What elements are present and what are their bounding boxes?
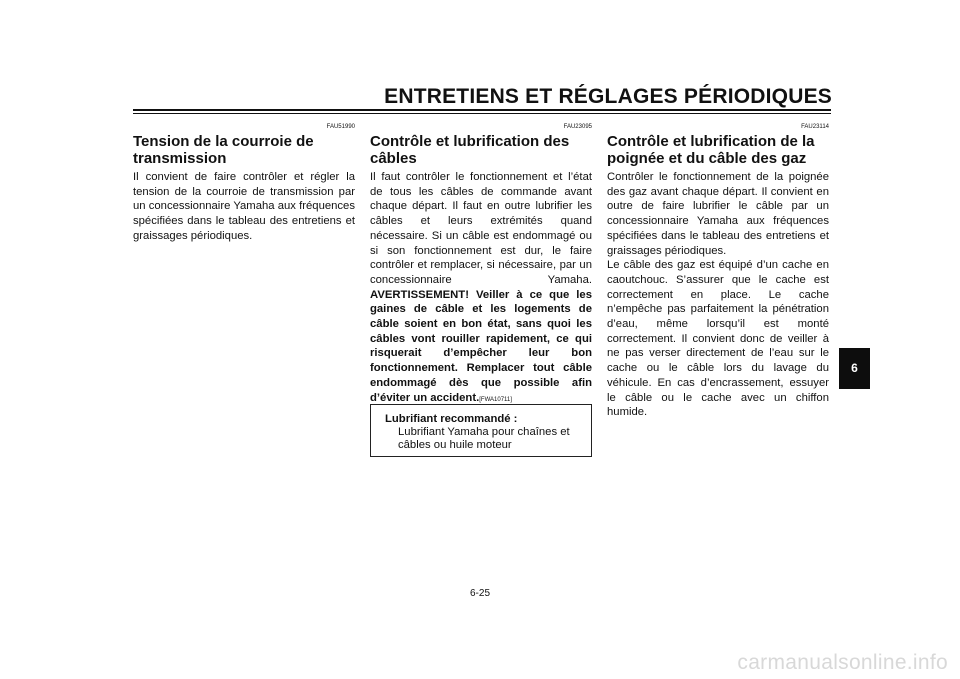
header-rule-thin <box>133 113 831 114</box>
warning-text: AVERTISSEMENT! Veiller à ce que les gaines de câble et les logements de câble soient en bon état, sans quoi les câbles vont rouiller rapidement, ce qui risquerait d’empêcher leur bon fonctionnement. Remplacer tout câble endommagé dès que possible afin d’éviter un accident. <box>370 288 592 404</box>
header-rule-thick <box>133 109 831 111</box>
column-cable-lubrication <box>370 123 592 407</box>
section-body <box>370 170 592 407</box>
section-code: FAU23095 <box>563 124 592 130</box>
section-title: Contrôle et lubrification de la poignée et du câble des gaz <box>607 133 815 167</box>
warning-code: [FWA10711] <box>479 396 512 403</box>
section-code: FAU23114 <box>801 124 829 130</box>
section-body-text: Il faut contrôler le fonctionnement et l’état de tous les câbles de commande avant chaque départ. Il faut en outre lubrifier les câbles et leurs extrémités quand nécessaire. Si un câble est endommagé ou si son fonctionnement est dur, le faire contrôler et remplacer, si nécessaire, par un concessionnaire Yamaha. <box>370 171 592 286</box>
lubricant-box-text: Lubrifiant Yamaha pour chaînes et câbles ou huile moteur <box>398 426 570 451</box>
page-number: 6-25 <box>469 588 490 599</box>
page-header-title: ENTRETIENS ET RÉGLAGES PÉRIODIQUES <box>384 85 832 108</box>
lubricant-box-title: Lubrifiant recommandé : <box>385 413 518 425</box>
section-body: Contrôler le fonctionnement de la poignée des gaz avant chaque départ. Il convient en outre de faire lubrifier le câble par un concessionnaire Yamaha aux fréquences spécifiées dans le tableau des entretiens et graissages périodiques. <box>607 171 829 257</box>
column-belt-tension <box>133 123 355 244</box>
section-title: Contrôle et lubrification des câbles <box>370 133 570 167</box>
section-code: FAU51990 <box>326 124 355 130</box>
section-body: Il convient de faire contrôler et régler la tension de la courroie de transmission par un concessionnaire Yamaha aux fréquences spécifiées dans le tableau des entretiens et graissages périodiques. <box>133 171 355 242</box>
chapter-tab: 6 <box>839 348 870 389</box>
lubricant-box <box>370 404 592 457</box>
watermark: carmanualsonline.info <box>737 651 948 674</box>
section-body-2: Le câble des gaz est équipé d’un cache en caoutchouc. S’assurer que le cache est correctement en place. Le cache n’empêche pas parfaitement la pénétration d’eau, même lorsqu’il est monté correctement. Il convient donc de veiller à ne pas verser directement de l’eau sur le cache ou le câble lors du lavage du véhicule. En cas d’encrassement, essuyer le câble ou le cache avec un chiffon humide. <box>607 259 829 419</box>
column-throttle-cable <box>607 123 829 420</box>
section-title: Tension de la courroie de transmission <box>133 133 314 167</box>
